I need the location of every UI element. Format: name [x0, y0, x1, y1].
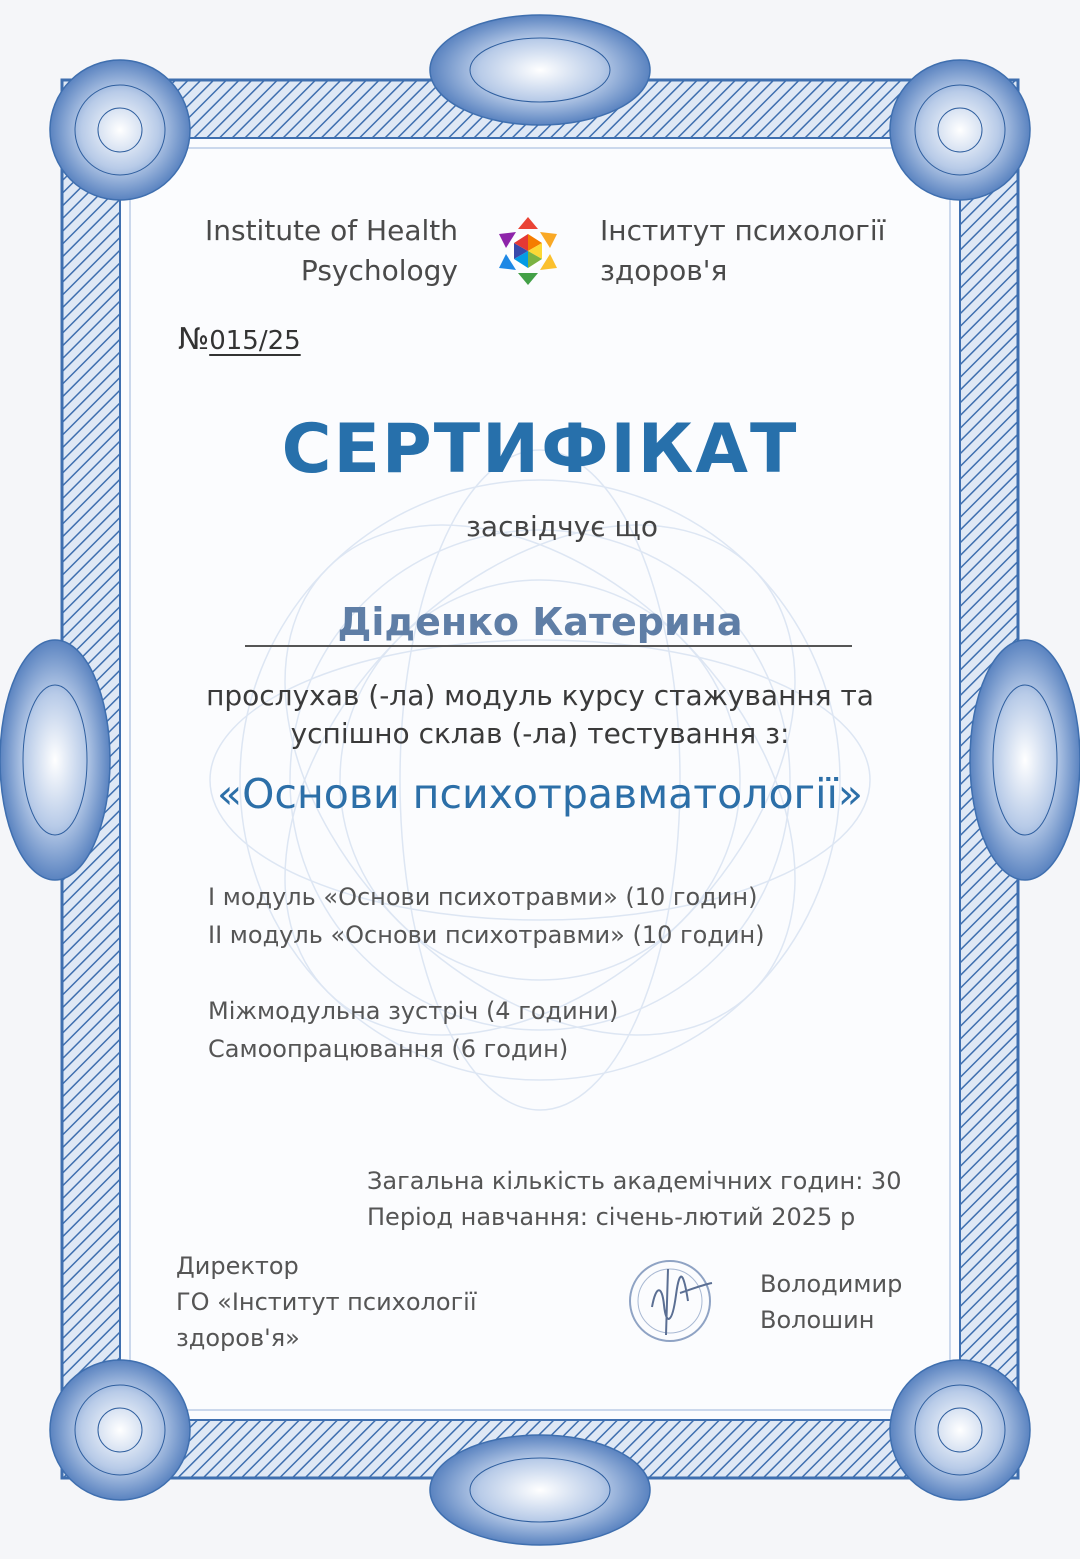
certificate-number [178, 322, 309, 357]
org-ua-line1: Інститут психології [600, 214, 886, 247]
organization-name-ua [600, 211, 885, 291]
org-en-line1: Institute of Health [204, 214, 458, 247]
module-list [208, 878, 765, 1068]
course-totals [367, 1163, 901, 1235]
number-value: 015/25 [209, 326, 301, 356]
recipient-name: Діденко Катерина [337, 600, 743, 644]
activity-item: Міжмодульна зустріч (4 години) [208, 997, 619, 1025]
total-hours: Загальна кількість академічних годин: 30 [367, 1167, 902, 1195]
org-en-line2: Psychology [300, 254, 458, 287]
activity-item: Самоопрацювання (6 годин) [208, 1035, 569, 1063]
statement-line2: успішно склав (-ла) тестування з: [290, 717, 790, 750]
certifies-text: засвідчує що [466, 510, 658, 543]
module-item: І модуль «Основи психотравми» (10 годин) [208, 883, 758, 911]
course-title: «Основи психотравматології» [217, 770, 863, 818]
signer-name [760, 1266, 902, 1338]
director-line3: здоров'я» [176, 1324, 300, 1352]
certificate-title: СЕРТИФІКАТ [281, 410, 799, 489]
certificate-header [0, 205, 1080, 295]
name-underline [245, 645, 852, 647]
signer-first-name: Володимир [760, 1270, 903, 1298]
institute-logo-icon [488, 211, 568, 291]
signer-last-name: Волошин [760, 1306, 875, 1334]
module-item: ІІ модуль «Основи психотравми» (10 годин) [208, 921, 765, 949]
director-line2: ГО «Інститут психології [176, 1288, 477, 1316]
completion-statement [0, 677, 1080, 753]
statement-line1: прослухав (-ла) модуль курсу стажування та [206, 679, 874, 712]
signature-stamp-icon [622, 1255, 722, 1345]
number-prefix: № [178, 322, 210, 357]
spacer [208, 954, 765, 992]
director-line1: Директор [176, 1252, 299, 1280]
study-period: Період навчання: січень-лютий 2025 р [367, 1203, 856, 1231]
director-title [176, 1248, 477, 1356]
organization-name-en [205, 211, 458, 291]
org-ua-line2: здоров'я [600, 254, 728, 287]
